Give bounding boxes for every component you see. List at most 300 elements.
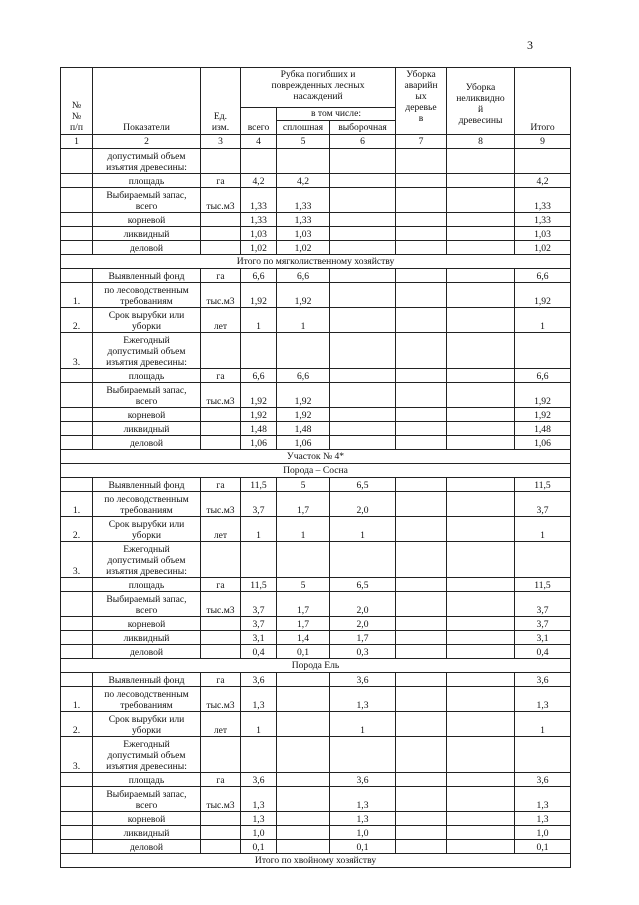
section-heading-row bbox=[61, 659, 571, 673]
illiquid-wood-cell bbox=[447, 436, 515, 450]
emergency-trees-cell bbox=[396, 687, 447, 712]
table-row bbox=[61, 712, 571, 737]
indicator-cell: корневой bbox=[93, 408, 201, 422]
unit-cell bbox=[201, 631, 241, 645]
grand-total-cell: 1,06 bbox=[515, 436, 571, 450]
illiquid-wood-cell bbox=[447, 787, 515, 812]
table-row bbox=[61, 578, 571, 592]
indicator-cell: Срок вырубки или уборки bbox=[93, 517, 201, 542]
unit-cell bbox=[201, 840, 241, 854]
total-cell: 1,3 bbox=[241, 812, 277, 826]
clear-cutting-cell bbox=[277, 687, 330, 712]
indicator-cell: площадь bbox=[93, 773, 201, 787]
clear-cutting-cell: 1,06 bbox=[277, 436, 330, 450]
row-number-cell: 2. bbox=[61, 308, 93, 333]
illiquid-wood-cell bbox=[447, 737, 515, 773]
clear-cutting-cell bbox=[277, 712, 330, 737]
row-number-cell bbox=[61, 645, 93, 659]
grand-total-cell: 1 bbox=[515, 517, 571, 542]
emergency-trees-cell bbox=[396, 773, 447, 787]
illiquid-wood-cell bbox=[447, 149, 515, 174]
table-row bbox=[61, 422, 571, 436]
illiquid-wood-cell bbox=[447, 687, 515, 712]
selective-cutting-cell: 2,0 bbox=[330, 492, 396, 517]
selective-cutting-cell: 2,0 bbox=[330, 592, 396, 617]
grand-total-cell: 1,3 bbox=[515, 787, 571, 812]
selective-cutting-cell: 3,6 bbox=[330, 773, 396, 787]
table-row bbox=[61, 227, 571, 241]
row-number-cell: 1. bbox=[61, 492, 93, 517]
unit-cell: лет bbox=[201, 517, 241, 542]
total-cell: 11,5 bbox=[241, 578, 277, 592]
table-row bbox=[61, 645, 571, 659]
indicator-cell: площадь bbox=[93, 369, 201, 383]
grand-total-cell: 1,3 bbox=[515, 812, 571, 826]
unit-cell bbox=[201, 227, 241, 241]
total-cell: 3,7 bbox=[241, 592, 277, 617]
emergency-trees-cell bbox=[396, 283, 447, 308]
illiquid-wood-cell bbox=[447, 826, 515, 840]
clear-cutting-cell: 1,7 bbox=[277, 617, 330, 631]
emergency-trees-cell bbox=[396, 787, 447, 812]
indicator-cell: Выбираемый запас, всего bbox=[93, 592, 201, 617]
header-felling-total: всего bbox=[241, 108, 277, 135]
selective-cutting-cell: 1,7 bbox=[330, 631, 396, 645]
indicator-cell: деловой bbox=[93, 645, 201, 659]
illiquid-wood-cell bbox=[447, 241, 515, 255]
total-cell bbox=[241, 149, 277, 174]
indicator-cell: Ежегодный допустимый объем изъятия древесины: bbox=[93, 737, 201, 773]
row-number-cell bbox=[61, 478, 93, 492]
total-cell: 1,33 bbox=[241, 188, 277, 213]
unit-cell bbox=[201, 826, 241, 840]
column-number: 1 bbox=[61, 135, 93, 149]
selective-cutting-cell bbox=[330, 383, 396, 408]
indicator-cell: по лесоводственным требованиям bbox=[93, 492, 201, 517]
total-cell: 1 bbox=[241, 517, 277, 542]
grand-total-cell: 1,92 bbox=[515, 383, 571, 408]
indicator-cell: корневой bbox=[93, 617, 201, 631]
grand-total-cell: 6,6 bbox=[515, 269, 571, 283]
emergency-trees-cell bbox=[396, 333, 447, 369]
clear-cutting-cell: 1,03 bbox=[277, 227, 330, 241]
grand-total-cell: 3,6 bbox=[515, 673, 571, 687]
selective-cutting-cell: 2,0 bbox=[330, 617, 396, 631]
total-cell: 6,6 bbox=[241, 269, 277, 283]
table-row bbox=[61, 269, 571, 283]
emergency-trees-cell bbox=[396, 673, 447, 687]
illiquid-wood-cell bbox=[447, 422, 515, 436]
total-cell: 1,48 bbox=[241, 422, 277, 436]
selective-cutting-cell bbox=[330, 308, 396, 333]
emergency-trees-cell bbox=[396, 269, 447, 283]
unit-cell: га bbox=[201, 673, 241, 687]
header-including: в том числе: bbox=[277, 108, 396, 121]
header-emergency-trees: Уборка аварийн ых деревье в bbox=[396, 68, 447, 135]
clear-cutting-cell: 1,92 bbox=[277, 408, 330, 422]
selective-cutting-cell: 6,5 bbox=[330, 578, 396, 592]
table-body bbox=[61, 149, 571, 868]
indicator-cell: Выбираемый запас, всего bbox=[93, 787, 201, 812]
total-cell: 1,03 bbox=[241, 227, 277, 241]
indicator-cell: ликвидный bbox=[93, 422, 201, 436]
indicator-cell: Выявленный фонд bbox=[93, 478, 201, 492]
grand-total-cell: 11,5 bbox=[515, 478, 571, 492]
illiquid-wood-cell bbox=[447, 269, 515, 283]
row-number-cell bbox=[61, 408, 93, 422]
section-heading-row bbox=[61, 450, 571, 464]
total-cell: 0,4 bbox=[241, 645, 277, 659]
selective-cutting-cell bbox=[330, 283, 396, 308]
emergency-trees-cell bbox=[396, 517, 447, 542]
clear-cutting-cell: 4,2 bbox=[277, 174, 330, 188]
total-cell: 1,06 bbox=[241, 436, 277, 450]
row-number-cell bbox=[61, 383, 93, 408]
row-number-cell bbox=[61, 840, 93, 854]
illiquid-wood-cell bbox=[447, 227, 515, 241]
total-cell: 4,2 bbox=[241, 174, 277, 188]
indicator-cell: Ежегодный допустимый объем изъятия древесины: bbox=[93, 542, 201, 578]
grand-total-cell: 0,4 bbox=[515, 645, 571, 659]
clear-cutting-cell: 0,1 bbox=[277, 645, 330, 659]
grand-total-cell: 0,1 bbox=[515, 840, 571, 854]
unit-cell bbox=[201, 645, 241, 659]
table-row bbox=[61, 617, 571, 631]
clear-cutting-cell: 1,02 bbox=[277, 241, 330, 255]
column-number: 3 bbox=[201, 135, 241, 149]
emergency-trees-cell bbox=[396, 478, 447, 492]
unit-cell: тыс.м3 bbox=[201, 592, 241, 617]
emergency-trees-cell bbox=[396, 631, 447, 645]
column-number: 4 bbox=[241, 135, 277, 149]
column-number: 9 bbox=[515, 135, 571, 149]
emergency-trees-cell bbox=[396, 308, 447, 333]
grand-total-cell: 4,2 bbox=[515, 174, 571, 188]
clear-cutting-cell: 6,6 bbox=[277, 269, 330, 283]
row-number-cell bbox=[61, 673, 93, 687]
row-number-cell: 3. bbox=[61, 737, 93, 773]
selective-cutting-cell bbox=[330, 174, 396, 188]
grand-total-cell: 3,7 bbox=[515, 492, 571, 517]
row-number-cell bbox=[61, 773, 93, 787]
unit-cell: тыс.м3 bbox=[201, 492, 241, 517]
table-row bbox=[61, 826, 571, 840]
indicator-cell: деловой bbox=[93, 436, 201, 450]
table-row bbox=[61, 241, 571, 255]
row-number-cell bbox=[61, 436, 93, 450]
selective-cutting-cell bbox=[330, 436, 396, 450]
table-row bbox=[61, 812, 571, 826]
unit-cell bbox=[201, 422, 241, 436]
unit-cell: тыс.м3 bbox=[201, 283, 241, 308]
indicator-cell: по лесоводственным требованиям bbox=[93, 687, 201, 712]
row-number-cell bbox=[61, 578, 93, 592]
row-number-cell: 3. bbox=[61, 333, 93, 369]
total-cell: 1,92 bbox=[241, 383, 277, 408]
total-cell: 1 bbox=[241, 712, 277, 737]
illiquid-wood-cell bbox=[447, 617, 515, 631]
unit-cell bbox=[201, 617, 241, 631]
unit-cell bbox=[201, 241, 241, 255]
clear-cutting-cell bbox=[277, 333, 330, 369]
selective-cutting-cell bbox=[330, 269, 396, 283]
grand-total-cell: 11,5 bbox=[515, 578, 571, 592]
emergency-trees-cell bbox=[396, 149, 447, 174]
selective-cutting-cell: 3,6 bbox=[330, 673, 396, 687]
table-row bbox=[61, 737, 571, 773]
selective-cutting-cell: 1,3 bbox=[330, 687, 396, 712]
unit-cell bbox=[201, 213, 241, 227]
section-heading: Итого по хвойному хозяйству bbox=[61, 854, 571, 868]
column-numbers-row bbox=[61, 135, 571, 149]
row-number-cell: 2. bbox=[61, 712, 93, 737]
unit-cell: га bbox=[201, 369, 241, 383]
row-number-cell: 1. bbox=[61, 283, 93, 308]
clear-cutting-cell bbox=[277, 773, 330, 787]
total-cell: 1,92 bbox=[241, 283, 277, 308]
illiquid-wood-cell bbox=[447, 478, 515, 492]
total-cell bbox=[241, 542, 277, 578]
header-total: Итого bbox=[515, 68, 571, 135]
selective-cutting-cell bbox=[330, 188, 396, 213]
emergency-trees-cell bbox=[396, 213, 447, 227]
table-row bbox=[61, 673, 571, 687]
clear-cutting-cell bbox=[277, 787, 330, 812]
total-cell: 1 bbox=[241, 308, 277, 333]
table-row bbox=[61, 213, 571, 227]
header-illiquid-wood: Уборка неликвидно й древесины bbox=[447, 68, 515, 135]
unit-cell bbox=[201, 542, 241, 578]
unit-cell: тыс.м3 bbox=[201, 787, 241, 812]
table-row bbox=[61, 408, 571, 422]
unit-cell: га bbox=[201, 269, 241, 283]
table-row bbox=[61, 787, 571, 812]
selective-cutting-cell bbox=[330, 737, 396, 773]
selective-cutting-cell: 1,0 bbox=[330, 826, 396, 840]
table-row bbox=[61, 174, 571, 188]
indicator-cell: по лесоводственным требованиям bbox=[93, 283, 201, 308]
grand-total-cell: 3,1 bbox=[515, 631, 571, 645]
indicator-cell: ликвидный bbox=[93, 227, 201, 241]
illiquid-wood-cell bbox=[447, 517, 515, 542]
table-row bbox=[61, 687, 571, 712]
indicator-cell: площадь bbox=[93, 578, 201, 592]
indicator-cell: Срок вырубки или уборки bbox=[93, 308, 201, 333]
illiquid-wood-cell bbox=[447, 283, 515, 308]
indicator-cell: корневой bbox=[93, 213, 201, 227]
row-number-cell bbox=[61, 422, 93, 436]
grand-total-cell bbox=[515, 542, 571, 578]
table-row bbox=[61, 188, 571, 213]
table-row bbox=[61, 492, 571, 517]
indicator-cell: Срок вырубки или уборки bbox=[93, 712, 201, 737]
section-heading: Участок № 4* bbox=[61, 450, 571, 464]
selective-cutting-cell: 1,3 bbox=[330, 787, 396, 812]
clear-cutting-cell: 1,48 bbox=[277, 422, 330, 436]
illiquid-wood-cell bbox=[447, 542, 515, 578]
selective-cutting-cell bbox=[330, 241, 396, 255]
illiquid-wood-cell bbox=[447, 840, 515, 854]
table-row bbox=[61, 517, 571, 542]
indicator-cell: Выбираемый запас, всего bbox=[93, 188, 201, 213]
illiquid-wood-cell bbox=[447, 369, 515, 383]
grand-total-cell: 3,7 bbox=[515, 592, 571, 617]
table-row bbox=[61, 149, 571, 174]
column-number: 5 bbox=[277, 135, 330, 149]
emergency-trees-cell bbox=[396, 436, 447, 450]
unit-cell bbox=[201, 436, 241, 450]
emergency-trees-cell bbox=[396, 369, 447, 383]
total-cell: 6,6 bbox=[241, 369, 277, 383]
table-row bbox=[61, 436, 571, 450]
table-row bbox=[61, 592, 571, 617]
selective-cutting-cell: 1 bbox=[330, 712, 396, 737]
unit-cell bbox=[201, 737, 241, 773]
total-cell: 1,3 bbox=[241, 787, 277, 812]
unit-cell: га bbox=[201, 478, 241, 492]
selective-cutting-cell: 6,5 bbox=[330, 478, 396, 492]
clear-cutting-cell: 5 bbox=[277, 478, 330, 492]
unit-cell bbox=[201, 812, 241, 826]
selective-cutting-cell bbox=[330, 542, 396, 578]
table-row bbox=[61, 840, 571, 854]
emergency-trees-cell bbox=[396, 492, 447, 517]
section-heading: Итого по мягколиственному хозяйству bbox=[61, 255, 571, 269]
header-indicators: Показатели bbox=[93, 68, 201, 135]
grand-total-cell: 1 bbox=[515, 308, 571, 333]
emergency-trees-cell bbox=[396, 422, 447, 436]
grand-total-cell: 1,92 bbox=[515, 283, 571, 308]
selective-cutting-cell bbox=[330, 422, 396, 436]
grand-total-cell bbox=[515, 737, 571, 773]
total-cell: 3,7 bbox=[241, 617, 277, 631]
row-number-cell bbox=[61, 631, 93, 645]
grand-total-cell: 1,3 bbox=[515, 687, 571, 712]
selective-cutting-cell bbox=[330, 213, 396, 227]
clear-cutting-cell bbox=[277, 673, 330, 687]
grand-total-cell bbox=[515, 149, 571, 174]
emergency-trees-cell bbox=[396, 227, 447, 241]
grand-total-cell: 1,33 bbox=[515, 213, 571, 227]
indicator-cell: площадь bbox=[93, 174, 201, 188]
row-number-cell bbox=[61, 149, 93, 174]
emergency-trees-cell bbox=[396, 542, 447, 578]
total-cell: 3,6 bbox=[241, 673, 277, 687]
selective-cutting-cell: 0,1 bbox=[330, 840, 396, 854]
indicator-cell: Ежегодный допустимый объем изъятия древесины: bbox=[93, 333, 201, 369]
row-number-cell bbox=[61, 227, 93, 241]
emergency-trees-cell bbox=[396, 241, 447, 255]
table-row bbox=[61, 478, 571, 492]
indicator-cell: Выявленный фонд bbox=[93, 269, 201, 283]
emergency-trees-cell bbox=[396, 840, 447, 854]
selective-cutting-cell bbox=[330, 149, 396, 174]
table-header bbox=[61, 68, 571, 149]
column-number: 8 bbox=[447, 135, 515, 149]
illiquid-wood-cell bbox=[447, 712, 515, 737]
clear-cutting-cell bbox=[277, 737, 330, 773]
unit-cell: тыс.м3 bbox=[201, 188, 241, 213]
selective-cutting-cell: 1,3 bbox=[330, 812, 396, 826]
selective-cutting-cell bbox=[330, 227, 396, 241]
clear-cutting-cell: 1,33 bbox=[277, 188, 330, 213]
illiquid-wood-cell bbox=[447, 213, 515, 227]
clear-cutting-cell: 1,92 bbox=[277, 383, 330, 408]
row-number-cell bbox=[61, 812, 93, 826]
unit-cell: га bbox=[201, 773, 241, 787]
section-heading: Порода – Сосна bbox=[61, 464, 571, 478]
header-unit: Ед. изм. bbox=[201, 68, 241, 135]
grand-total-cell: 3,6 bbox=[515, 773, 571, 787]
illiquid-wood-cell bbox=[447, 174, 515, 188]
table-row bbox=[61, 369, 571, 383]
clear-cutting-cell: 6,6 bbox=[277, 369, 330, 383]
indicator-cell: ликвидный bbox=[93, 826, 201, 840]
section-heading-row bbox=[61, 255, 571, 269]
total-cell: 11,5 bbox=[241, 478, 277, 492]
clear-cutting-cell: 1,92 bbox=[277, 283, 330, 308]
row-number-cell bbox=[61, 826, 93, 840]
illiquid-wood-cell bbox=[447, 578, 515, 592]
illiquid-wood-cell bbox=[447, 333, 515, 369]
row-number-cell: 2. bbox=[61, 517, 93, 542]
illiquid-wood-cell bbox=[447, 812, 515, 826]
selective-cutting-cell bbox=[330, 333, 396, 369]
table-row bbox=[61, 631, 571, 645]
total-cell: 1,3 bbox=[241, 687, 277, 712]
grand-total-cell: 1,48 bbox=[515, 422, 571, 436]
selective-cutting-cell: 0,3 bbox=[330, 645, 396, 659]
unit-cell: га bbox=[201, 578, 241, 592]
total-cell: 3,1 bbox=[241, 631, 277, 645]
total-cell bbox=[241, 333, 277, 369]
row-number-cell bbox=[61, 241, 93, 255]
emergency-trees-cell bbox=[396, 737, 447, 773]
column-number: 2 bbox=[93, 135, 201, 149]
column-number: 6 bbox=[330, 135, 396, 149]
emergency-trees-cell bbox=[396, 174, 447, 188]
unit-cell: га bbox=[201, 174, 241, 188]
selective-cutting-cell bbox=[330, 408, 396, 422]
row-number-cell bbox=[61, 592, 93, 617]
emergency-trees-cell bbox=[396, 408, 447, 422]
emergency-trees-cell bbox=[396, 578, 447, 592]
indicator-cell: Выбираемый запас, всего bbox=[93, 383, 201, 408]
table-row bbox=[61, 773, 571, 787]
table-row bbox=[61, 333, 571, 369]
clear-cutting-cell: 1,4 bbox=[277, 631, 330, 645]
emergency-trees-cell bbox=[396, 383, 447, 408]
grand-total-cell: 1,92 bbox=[515, 408, 571, 422]
row-number-cell bbox=[61, 617, 93, 631]
row-number-cell bbox=[61, 188, 93, 213]
unit-cell bbox=[201, 333, 241, 369]
illiquid-wood-cell bbox=[447, 408, 515, 422]
section-heading-row bbox=[61, 464, 571, 478]
header-felling: Рубка погибших и поврежденных лесных насаждений bbox=[241, 68, 396, 108]
section-heading: Порода Ель bbox=[61, 659, 571, 673]
total-cell: 3,6 bbox=[241, 773, 277, 787]
indicator-cell: ликвидный bbox=[93, 631, 201, 645]
table-row bbox=[61, 542, 571, 578]
section-heading-row bbox=[61, 854, 571, 868]
illiquid-wood-cell bbox=[447, 188, 515, 213]
row-number-cell: 1. bbox=[61, 687, 93, 712]
row-number-cell bbox=[61, 787, 93, 812]
table-row bbox=[61, 283, 571, 308]
indicator-cell: допустимый объем изъятия древесины: bbox=[93, 149, 201, 174]
clear-cutting-cell bbox=[277, 149, 330, 174]
